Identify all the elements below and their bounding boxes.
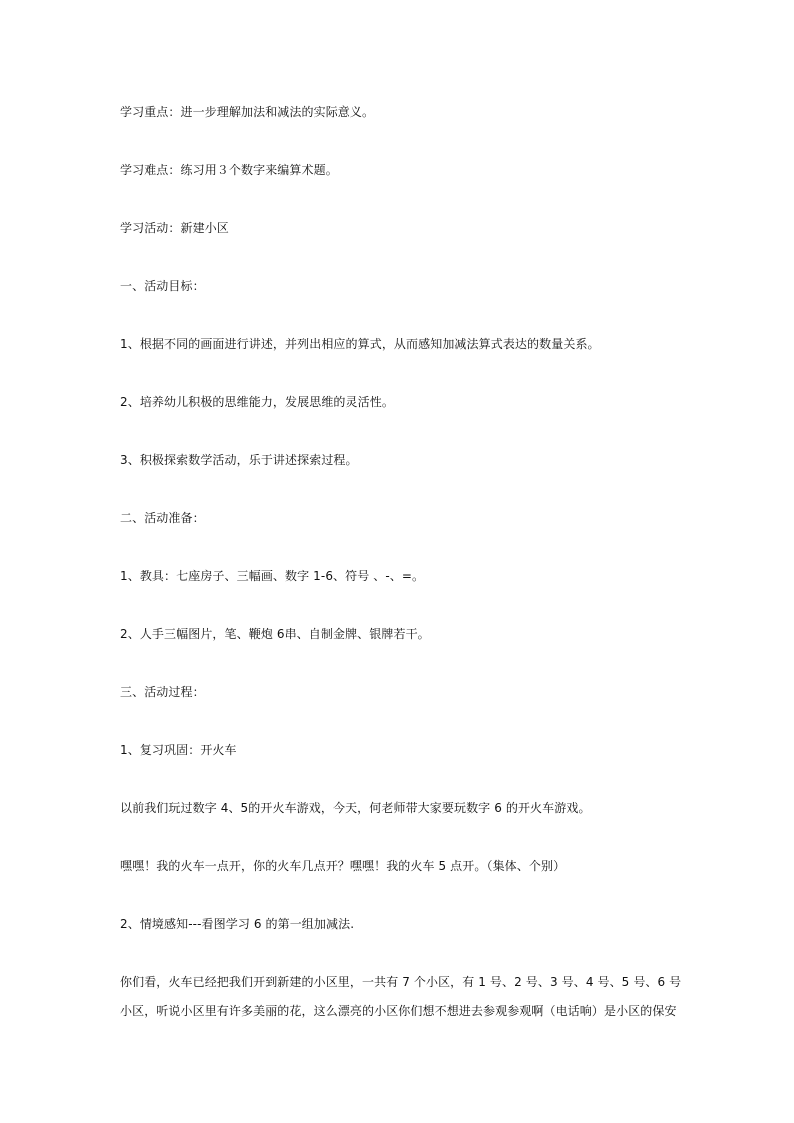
- goal-item-2: 2、培养幼儿积极的思维能力，发展思维的灵活性。: [120, 395, 394, 409]
- study-focus: 学习重点：进一步理解加法和减法的实际意义。: [120, 105, 375, 119]
- process-paragraph-3-line-2: 小区，听说小区里有许多美丽的花，这么漂亮的小区你们想不想进去参观参观啊（电话响）是小区的保安: [120, 1004, 677, 1018]
- process-paragraph-2: 嘿嘿！我的火车一点开，你的火车几点开？嘿嘿！我的火车 5 点开。（集体、个别）: [120, 859, 566, 873]
- study-difficulty: 学习难点：练习用３个数字来编算术题。: [120, 163, 338, 177]
- goal-item-3: 3、积极探索数学活动，乐于讲述探索过程。: [120, 453, 358, 467]
- prep-item-1: 1、教具：七座房子、三幅画、数字 1-6、符号 、-、=。: [120, 569, 425, 583]
- section-heading-process: 三、活动过程：: [120, 685, 205, 699]
- process-paragraph-3-line-1: 你们看，火车已经把我们开到新建的小区里，一共有 7 个小区，有 1 号、2 号、3 号、4 号、5 号、6 号: [120, 975, 682, 989]
- process-step-1: 1、复习巩固：开火车: [120, 743, 237, 757]
- goal-item-1: 1、根据不同的画面进行讲述，并列出相应的算式，从而感知加减法算式表达的数量关系。: [120, 337, 600, 351]
- process-paragraph-1: 以前我们玩过数字 4、5的开火车游戏，今天，何老师带大家要玩数字 6 的开火车游戏。: [120, 801, 591, 815]
- section-heading-preparation: 二、活动准备：: [120, 511, 205, 525]
- study-activity: 学习活动：新建小区: [120, 221, 229, 235]
- process-step-2: 2、情境感知---看图学习 6 的第一组加减法.: [120, 917, 355, 931]
- section-heading-goals: 一、活动目标：: [120, 279, 205, 293]
- prep-item-2: 2、人手三幅图片，笔、鞭炮 6串、自制金牌、银牌若干。: [120, 627, 430, 641]
